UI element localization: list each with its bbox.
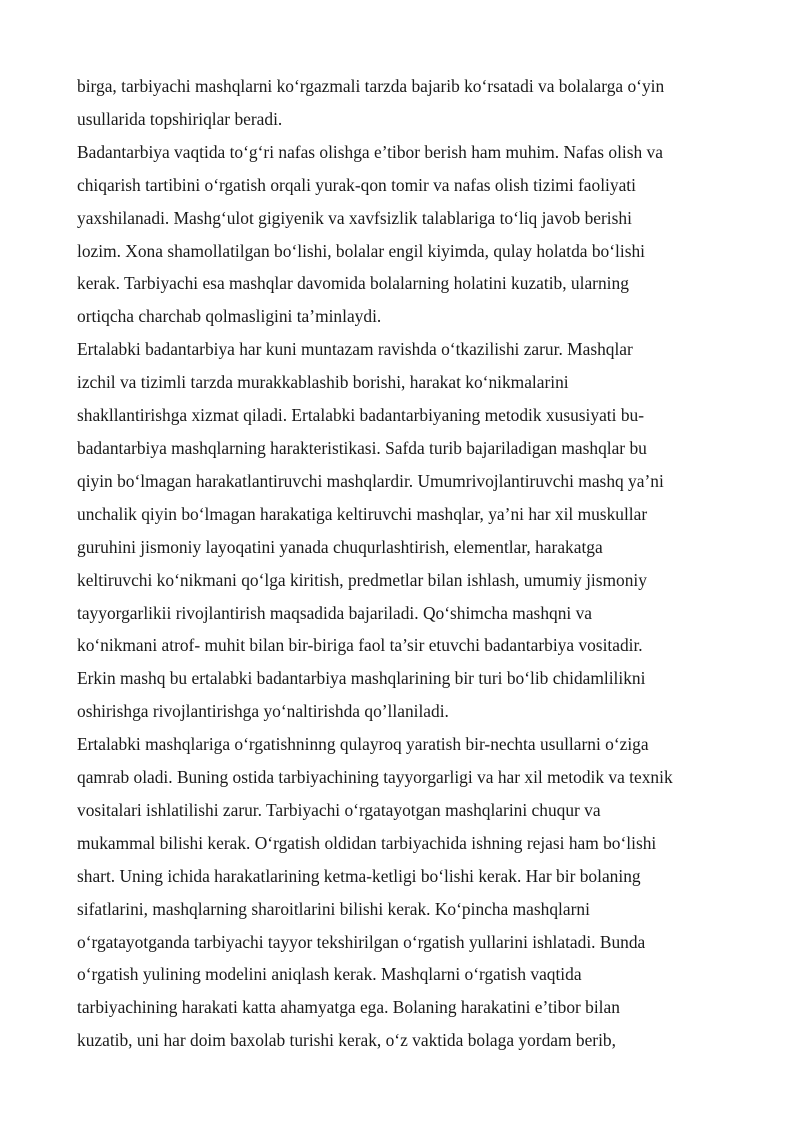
text-line: o‘rgatish yulining modelini aniqlash kerak. Mashqlarni o‘rgatish vaqtida xyxy=(77,964,582,985)
text-line: mukammal bilishi kerak. O‘rgatish oldidan tarbiyachida ishning rejasi ham bo‘lishi xyxy=(77,832,657,853)
text-line: guruhini jismoniy layoqatini yanada chuqurlashtirish, elementlar, harakatga xyxy=(77,536,603,557)
text-line: izchil va tizimli tarzda murakkablashib borishi, harakat ko‘nikmalarini xyxy=(77,372,569,393)
text-line: kuzatib, uni har doim baxolab turishi kerak, o‘z vaktida bolaga yordam berib, xyxy=(77,1030,616,1051)
text-line: Ertalabki badantarbiya har kuni muntazam ravishda o‘tkazilishi zarur. Mashqlar xyxy=(77,339,633,360)
text-line: birga, tarbiyachi mashqlarni ko‘rgazmali tarzda bajarib ko‘rsatadi va bolalarga o‘yin xyxy=(77,76,665,96)
text-line: Erkin mashq bu ertalabki badantarbiya mashqlarining bir turi bo‘lib chidamlilikni xyxy=(77,668,646,689)
text-line: kerak. Tarbiyachi esa mashqlar davomida bolalarning holatini kuzatib, ularning xyxy=(77,273,629,294)
text-line: chiqarish tartibini o‘rgatish orqali yurak-qon tomir va nafas olish tizimi faoliyati xyxy=(77,174,636,195)
text-line: tarbiyachining harakati katta ahamyatga ega. Bolaning harakatini e’tibor bilan xyxy=(77,997,620,1018)
text-line: Ertalabki mashqlariga o‘rgatishninng qulayroq yaratish bir-nechta usullarni o‘ziga xyxy=(77,734,649,755)
text-line: o‘rgatayotganda tarbiyachi tayyor tekshirilgan o‘rgatish yullarini ishlatadi. Bunda xyxy=(77,931,646,952)
text-line: qiyin bo‘lmagan harakatlantiruvchi mashqlardir. Umumrivojlantiruvchi mashq ya’ni xyxy=(77,470,664,491)
text-line: ko‘nikmani atrof- muhit bilan bir-biriga faol ta’sir etuvchi badantarbiya vositadir. xyxy=(77,635,643,656)
text-line: sifatlarini, mashqlarning sharoitlarini bilishi kerak. Ko‘pincha mashqlarni xyxy=(77,898,590,919)
text-line: vositalari ishlatilishi zarur. Tarbiyachi o‘rgatayotgan mashqlarini chuqur va xyxy=(77,799,601,820)
text-line: usullarida topshiriqlar beradi. xyxy=(77,108,283,129)
text-line: Badantarbiya vaqtida to‘g‘ri nafas olishga e’tibor berish ham muhim. Nafas olish va xyxy=(77,141,663,162)
body-text xyxy=(77,70,737,1057)
text-line: oshirishga rivojlantirishga yo‘naltirishda qo’llaniladi. xyxy=(77,701,449,722)
text-line: yaxshilanadi. Mashg‘ulot gigiyenik va xavfsizlik talablariga to‘liq javob berishi xyxy=(77,207,632,228)
text-line: ortiqcha charchab qolmasligini ta’minlaydi. xyxy=(77,306,382,327)
text-line: lozim. Xona shamollatilgan bo‘lishi, bolalar engil kiyimda, qulay holatda bo‘lishi xyxy=(77,240,645,261)
text-line: shakllantirishga xizmat qiladi. Ertalabki badantarbiyaning metodik xususiyati bu- xyxy=(77,405,644,426)
text-line: tayyorgarlikii rivojlantirish maqsadida bajariladi. Qo‘shimcha mashqni va xyxy=(77,602,592,623)
text-line: qamrab oladi. Buning ostida tarbiyachining tayyorgarligi va har xil metodik va texnik xyxy=(77,767,673,788)
text-line: unchalik qiyin bo‘lmagan harakatiga keltiruvchi mashqlar, ya’ni har xil muskullar xyxy=(77,503,648,524)
text-line: shart. Uning ichida harakatlarining ketma-ketligi bo‘lishi kerak. Har bir bolaning xyxy=(77,865,641,886)
text-line: keltiruvchi ko‘nikmani qo‘lga kiritish, predmetlar bilan ishlash, umumiy jismoniy xyxy=(77,569,647,590)
text-line: badantarbiya mashqlarning harakteristikasi. Safda turib bajariladigan mashqlar bu xyxy=(77,437,647,458)
